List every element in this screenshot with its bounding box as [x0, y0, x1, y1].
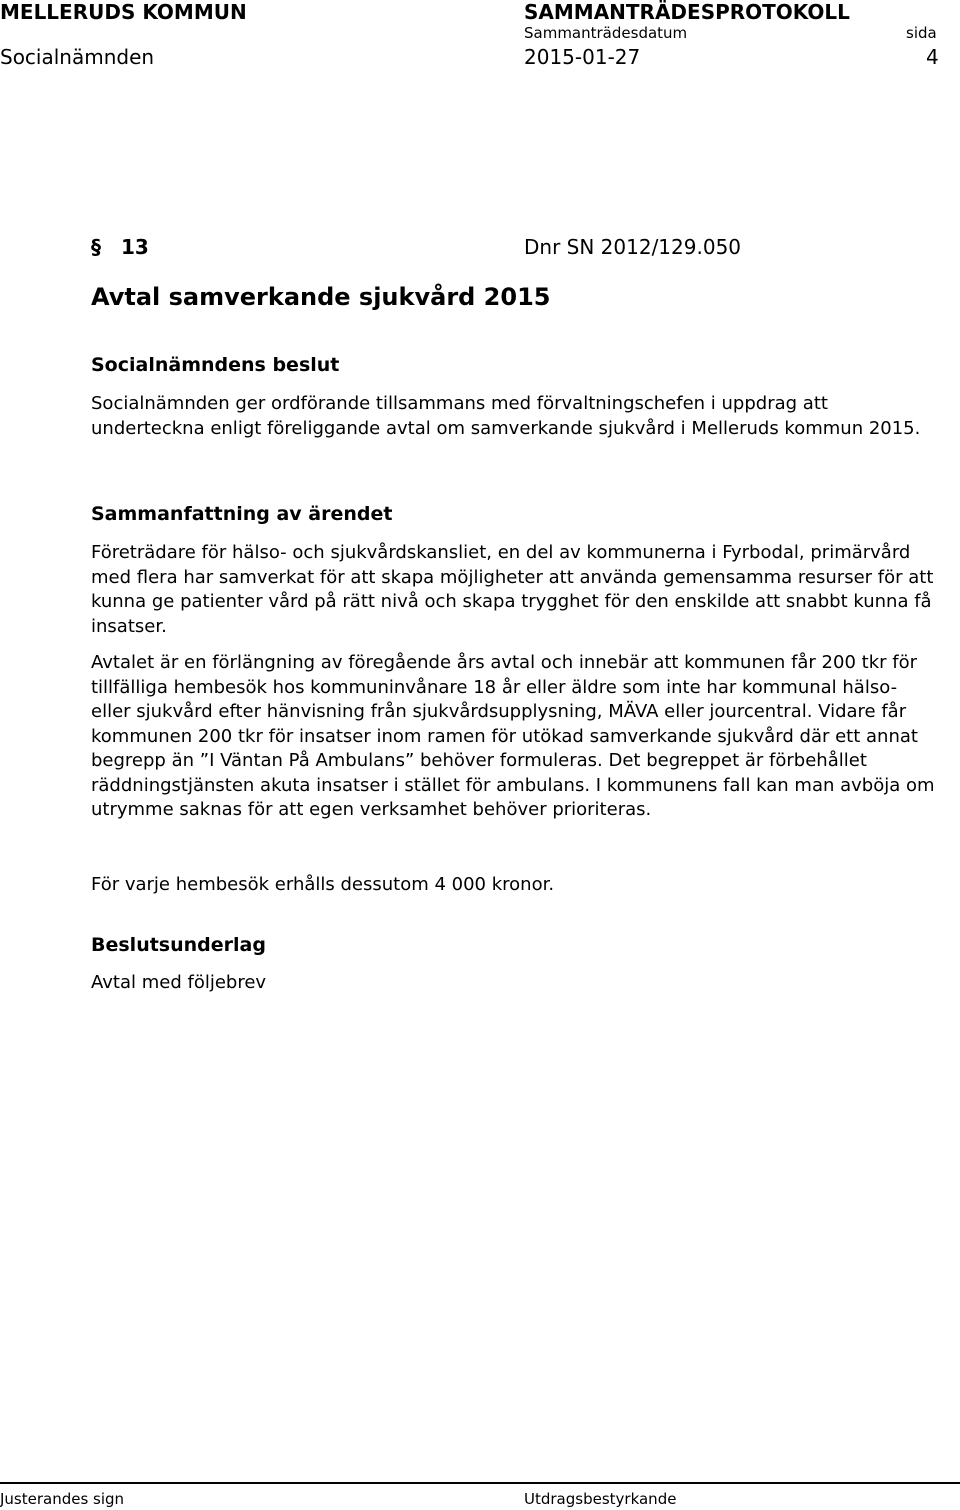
meeting-date-label: Sammanträdesdatum [524, 24, 688, 42]
basis-text: Avtal med följebrev [91, 972, 267, 993]
paragraph-marker [91, 233, 149, 261]
footer-certification-label: Utdragsbestyrkande [524, 1490, 677, 1508]
footer-divider [0, 1482, 960, 1484]
page-number: 4 [926, 45, 939, 69]
summary-heading: Sammanfattning av ärendet [91, 503, 393, 525]
paragraph-number: 13 [121, 235, 149, 259]
summary-paragraph-3: För varje hembesök erhålls dessutom 4 000 kronor. [91, 874, 555, 895]
summary-paragraph-2: Avtalet är en förlängning av föregående års avtal och innebär att kommunen får 200 tkr för tillfälliga hembesök hos kommuninvånare 18 år eller äldre som inte har kommunal hälso- eller sjukvård efter hänvisning från sjukvårdsupplysning, MÄVA eller jourcentral. Vidare får kommunen 200 tkr för insatser inom ramen för utökad samverkande sjukvård där ett annat begrepp än ”I Väntan På Ambulans” behöver formuleras. Det begreppet är förbehållet räddningstjänsten akuta insatser i stället för ambulans. I kommunens fall kan man avböja om utrymme saknas för att egen verksamhet behöver prioriteras. [91, 652, 935, 820]
footer-signature-label: Justerandes sign [0, 1490, 125, 1508]
case-number: Dnr SN 2012/129.050 [524, 235, 742, 259]
basis-heading: Beslutsunderlag [91, 934, 266, 956]
organization-name: MELLERUDS KOMMUN [0, 0, 247, 24]
page-title: Avtal samverkande sjukvård 2015 [91, 283, 551, 311]
summary-paragraph-1: Företrädare för hälso- och sjukvårdskansliet, en del av kommunerna i Fyrbodal, primärvård med flera har samverkat för att skapa möjligheter att använda gemensamma resurser för att kunna ge patienter vård på rätt nivå och skapa trygghet för den enskilde att snabbt kunna få insatser. [91, 542, 934, 637]
meeting-date: 2015-01-27 [524, 45, 641, 69]
page-label: sida [906, 24, 937, 42]
section-sign: § [91, 235, 101, 259]
decision-heading: Socialnämndens beslut [91, 354, 340, 376]
committee-name: Socialnämnden [0, 45, 155, 69]
decision-text: Socialnämnden ger ordförande tillsammans med förvaltningschefen i uppdrag att underteckna enligt föreliggande avtal om samverkande sjukvård i Melleruds kommun 2015. [91, 393, 921, 439]
document-type: SAMMANTRÄDESPROTOKOLL [524, 0, 850, 24]
